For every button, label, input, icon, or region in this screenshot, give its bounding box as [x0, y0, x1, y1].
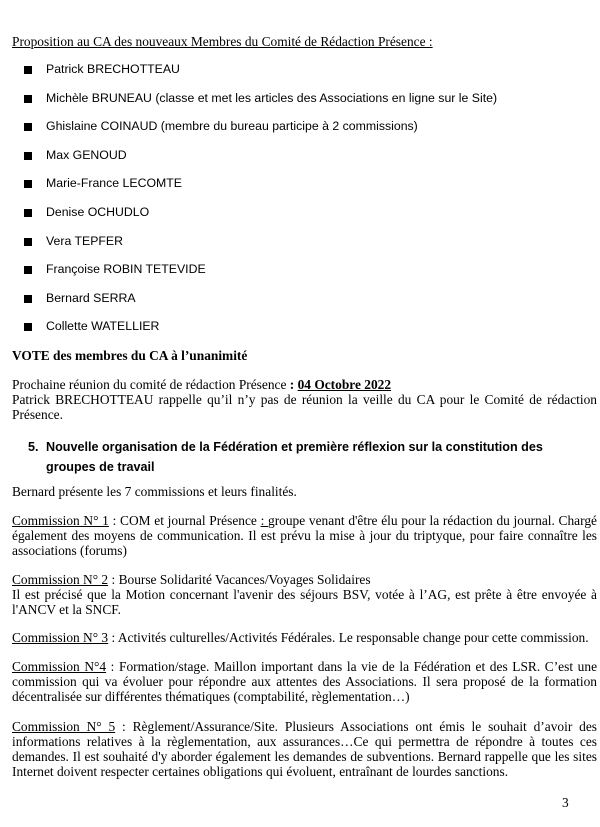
square-bullet-icon	[24, 123, 32, 131]
commission-text: Règlement/Assurance/Site. Plusieurs Associations ont émis le souhait d’avoir des informations relatives à la règlementation, aux assurances…Ce qui permettra de répondre à toutes ces demandes. Il est souhaité d'y aborder également les demandes de subventions. Bernard rappelle que les sites Internet doivent respecter certaines obligations qui évoluent, entraînant de lourdes sanctions.	[12, 719, 597, 779]
member-name: Max GENOUD	[46, 147, 127, 162]
member-name: Ghislaine COINAUD (membre du bureau participe à 2 commissions)	[46, 119, 418, 134]
square-bullet-icon	[24, 266, 32, 274]
section-5-heading	[28, 437, 568, 477]
commission-paragraph	[12, 513, 597, 558]
section-number: 5.	[28, 440, 39, 454]
square-bullet-icon	[24, 95, 32, 103]
list-item	[24, 262, 497, 291]
commission-label: Commission N° 3	[12, 630, 109, 645]
commission-text: groupe venant d'être élu pour la rédaction du journal. Chargé également des moyens de communication. Il est prévu la mise à jour du triptyque, pour faire connaître les associations (forums)	[12, 513, 597, 558]
vote-result: VOTE des membres du CA à l’unanimité	[12, 348, 248, 363]
proposal-heading: Proposition au CA des nouveaux Membres du Comité de Rédaction Présence :	[12, 34, 433, 49]
square-bullet-icon	[24, 323, 32, 331]
commission-label: Commission N° 5	[12, 719, 116, 734]
commission-paragraph	[12, 659, 597, 704]
member-name: Marie-France LECOMTE	[46, 176, 182, 191]
member-name: Vera TEPFER	[46, 233, 123, 248]
member-name: Françoise ROBIN TETEVIDE	[46, 262, 206, 277]
commission-text: Il est précisé que la Motion concernant l'avenir des séjours BSV, votée à l’AG, est prête à être envoyée à l'ANCV et la SNCF.	[12, 587, 597, 617]
list-item	[24, 176, 497, 205]
member-name: Collette WATELLIER	[46, 319, 160, 334]
commission-separator: :	[106, 659, 120, 674]
square-bullet-icon	[24, 295, 32, 303]
square-bullet-icon	[24, 209, 32, 217]
list-item	[24, 319, 497, 348]
commission-text: Formation/stage. Maillon important dans la vie de la Fédération et des LSR. C’est une commission qui va évoluer pour répondre aux attentes des Associations. Il sera proposé de la formation décentralisée sur différentes thématiques (comptabilité, règlementation…)	[12, 659, 598, 704]
list-item	[24, 205, 497, 234]
commission-separator: :	[115, 719, 133, 734]
commission-separator: :	[108, 513, 121, 528]
commission-label: Commission N° 1	[12, 513, 109, 528]
commission-lead: Bourse Solidarité Vacances/Voyages Solidaires	[118, 572, 371, 587]
commission-label: Commission N°4	[12, 659, 107, 674]
list-item	[24, 234, 497, 263]
commission-paragraph	[12, 630, 597, 645]
list-item	[24, 119, 497, 148]
square-bullet-icon	[24, 152, 32, 160]
list-item	[24, 291, 497, 320]
list-item	[24, 62, 497, 91]
commission-text: Activités culturelles/Activités Fédérales. Le responsable change pour cette commission.	[117, 630, 589, 645]
meeting-label: Prochaine réunion du comité de rédaction Présence	[12, 377, 290, 392]
meeting-note: Patrick BRECHOTTEAU rappelle qu’il n’y pas de réunion la veille du CA pour le Comité de rédaction Présence.	[12, 392, 597, 422]
meeting-paragraph	[12, 377, 597, 422]
list-item	[24, 148, 497, 177]
square-bullet-icon	[24, 66, 32, 74]
commission-lead-underlined: :	[260, 513, 269, 528]
meeting-colon: :	[289, 377, 298, 392]
members-list	[24, 62, 497, 348]
commission-paragraph	[12, 572, 597, 617]
list-item	[24, 91, 497, 120]
section-title: Nouvelle organisation de la Fédération et première réflexion sur la constitution des groupes de travail	[46, 440, 543, 474]
square-bullet-icon	[24, 180, 32, 188]
square-bullet-icon	[24, 238, 32, 246]
commission-label: Commission N° 2	[12, 572, 109, 587]
commission-lead: COM et journal Présence	[120, 513, 261, 528]
member-name: Bernard SERRA	[46, 290, 136, 305]
member-name: Denise OCHUDLO	[46, 204, 150, 219]
member-name: Patrick BRECHOTTEAU	[46, 62, 180, 76]
page-number: 3	[562, 795, 569, 810]
commission-separator: :	[108, 630, 118, 645]
meeting-date: 04 Octobre 2022	[297, 377, 392, 392]
presents-paragraph: Bernard présente les 7 commissions et leurs finalités.	[12, 484, 297, 499]
commission-paragraph	[12, 719, 597, 779]
member-name: Michèle BRUNEAU (classe et met les articles des Associations en ligne sur le Site)	[46, 90, 498, 105]
commission-separator: :	[108, 572, 119, 587]
